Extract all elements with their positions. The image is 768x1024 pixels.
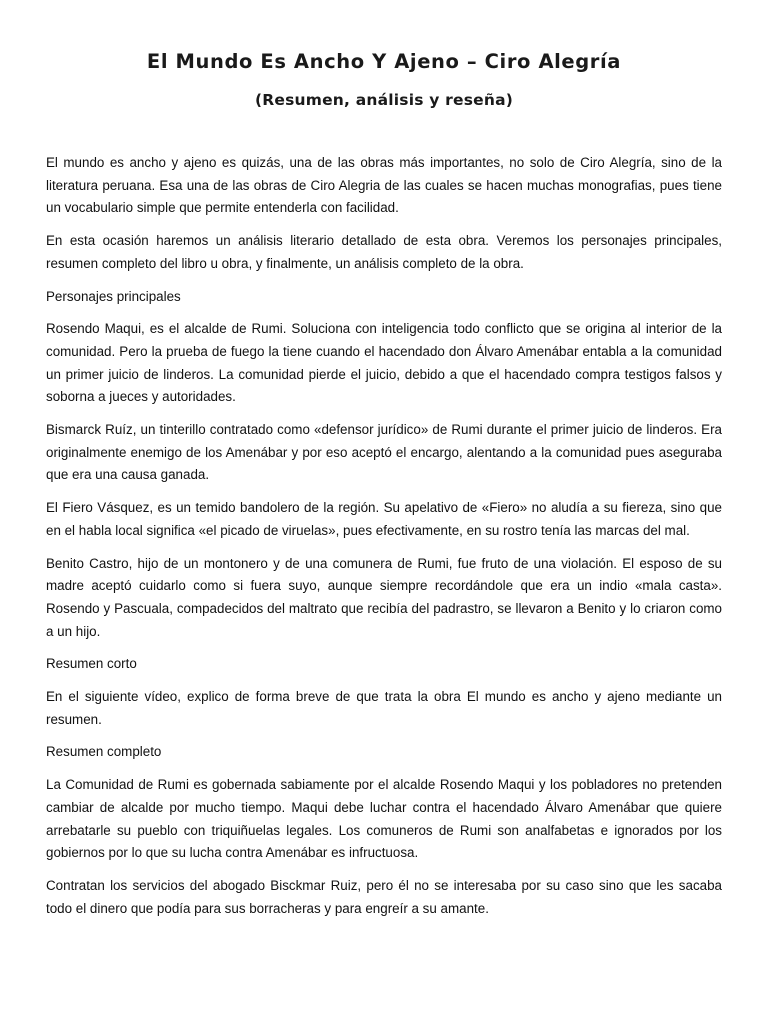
paragraph-abogado: Contratan los servicios del abogado Bisckmar Ruiz, pero él no se interesaba por su caso sino que les sacaba todo el dinero que podía para sus borracheras y para engreír a su amante. bbox=[46, 877, 722, 916]
paragraph-benito-castro: Benito Castro, hijo de un montonero y de una comunera de Rumi, fue fruto de una violación. El esposo de su madre aceptó cuidarlo como si fuera suyo, aunque siempre recordándole que era un indio «mala casta». Rosendo y Pascuala, compadecidos del maltrato que recibía del padrastro, se llevaron a Benito y lo criaron como a un hijo. bbox=[46, 555, 722, 639]
section-heading-resumen-completo: Resumen completo bbox=[46, 744, 162, 760]
paragraph-overview: En esta ocasión haremos un análisis literario detallado de esta obra. Veremos los personajes principales, resumen completo del libro u obra, y finalmente, un análisis completo de la obra. bbox=[46, 233, 722, 271]
paragraph-rosendo-maqui: Rosendo Maqui, es el alcalde de Rumi. Soluciona con inteligencia todo conflicto que se origina al interior de la comunidad. Pero la prueba de fuego la tiene cuando el hacendado don Álvaro Amenábar entabla a la comunidad un primer juicio de linderos. La comunidad pierde el juicio, debido a que el hacendado compra testigos falsos y soborna a jueces y autoridades. bbox=[46, 321, 722, 405]
document-title: El Mundo Es Ancho Y Ajeno – Ciro Alegría bbox=[146, 50, 622, 73]
section-heading-resumen-corto: Resumen corto bbox=[46, 656, 137, 672]
section-heading-personajes: Personajes principales bbox=[46, 288, 181, 304]
document-body bbox=[46, 152, 722, 920]
paragraph-intro: El mundo es ancho y ajeno es quizás, una de las obras más importantes, no solo de Ciro Alegría, sino de la literatura peruana. Esa una de las obras de Ciro Alegria de las cuales se hacen muchas monografias, pues tiene un vocabulario simple que permite entenderla con facilidad. bbox=[46, 155, 722, 216]
paragraph-video: En el siguiente vídeo, explico de forma breve de que trata la obra El mundo es ancho y ajeno mediante un resumen. bbox=[46, 689, 722, 727]
paragraph-comunidad-rumi: La Comunidad de Rumi es gobernada sabiamente por el alcalde Rosendo Maqui y los pobladores no pretenden cambiar de alcalde por mucho tiempo. Maqui debe luchar contra el hacendado Álvaro Amenábar que quiere arrebatarle su pueblo con triquiñuelas legales. Los comuneros de Rumi son analfabetas e ignorados por los gobiernos por lo que su lucha contra Amenábar es infructuosa. bbox=[46, 777, 722, 861]
paragraph-bismarck-ruiz: Bismarck Ruíz, un tinterillo contratado como «defensor jurídico» de Rumi durante el primer juicio de linderos. Era originalmente enemigo de los Amenábar y por eso aceptó el encargo, alentando a la comunidad pues aseguraba que era una causa ganada. bbox=[46, 422, 722, 483]
document-subtitle: (Resumen, análisis y reseña) bbox=[254, 91, 514, 109]
paragraph-fiero-vasquez: El Fiero Vásquez, es un temido bandolero de la región. Su apelativo de «Fiero» no aludía a su fiereza, sino que en el habla local significa «el picado de viruelas», pues efectivamente, en su rostro tenía las marcas del mal. bbox=[46, 500, 722, 538]
